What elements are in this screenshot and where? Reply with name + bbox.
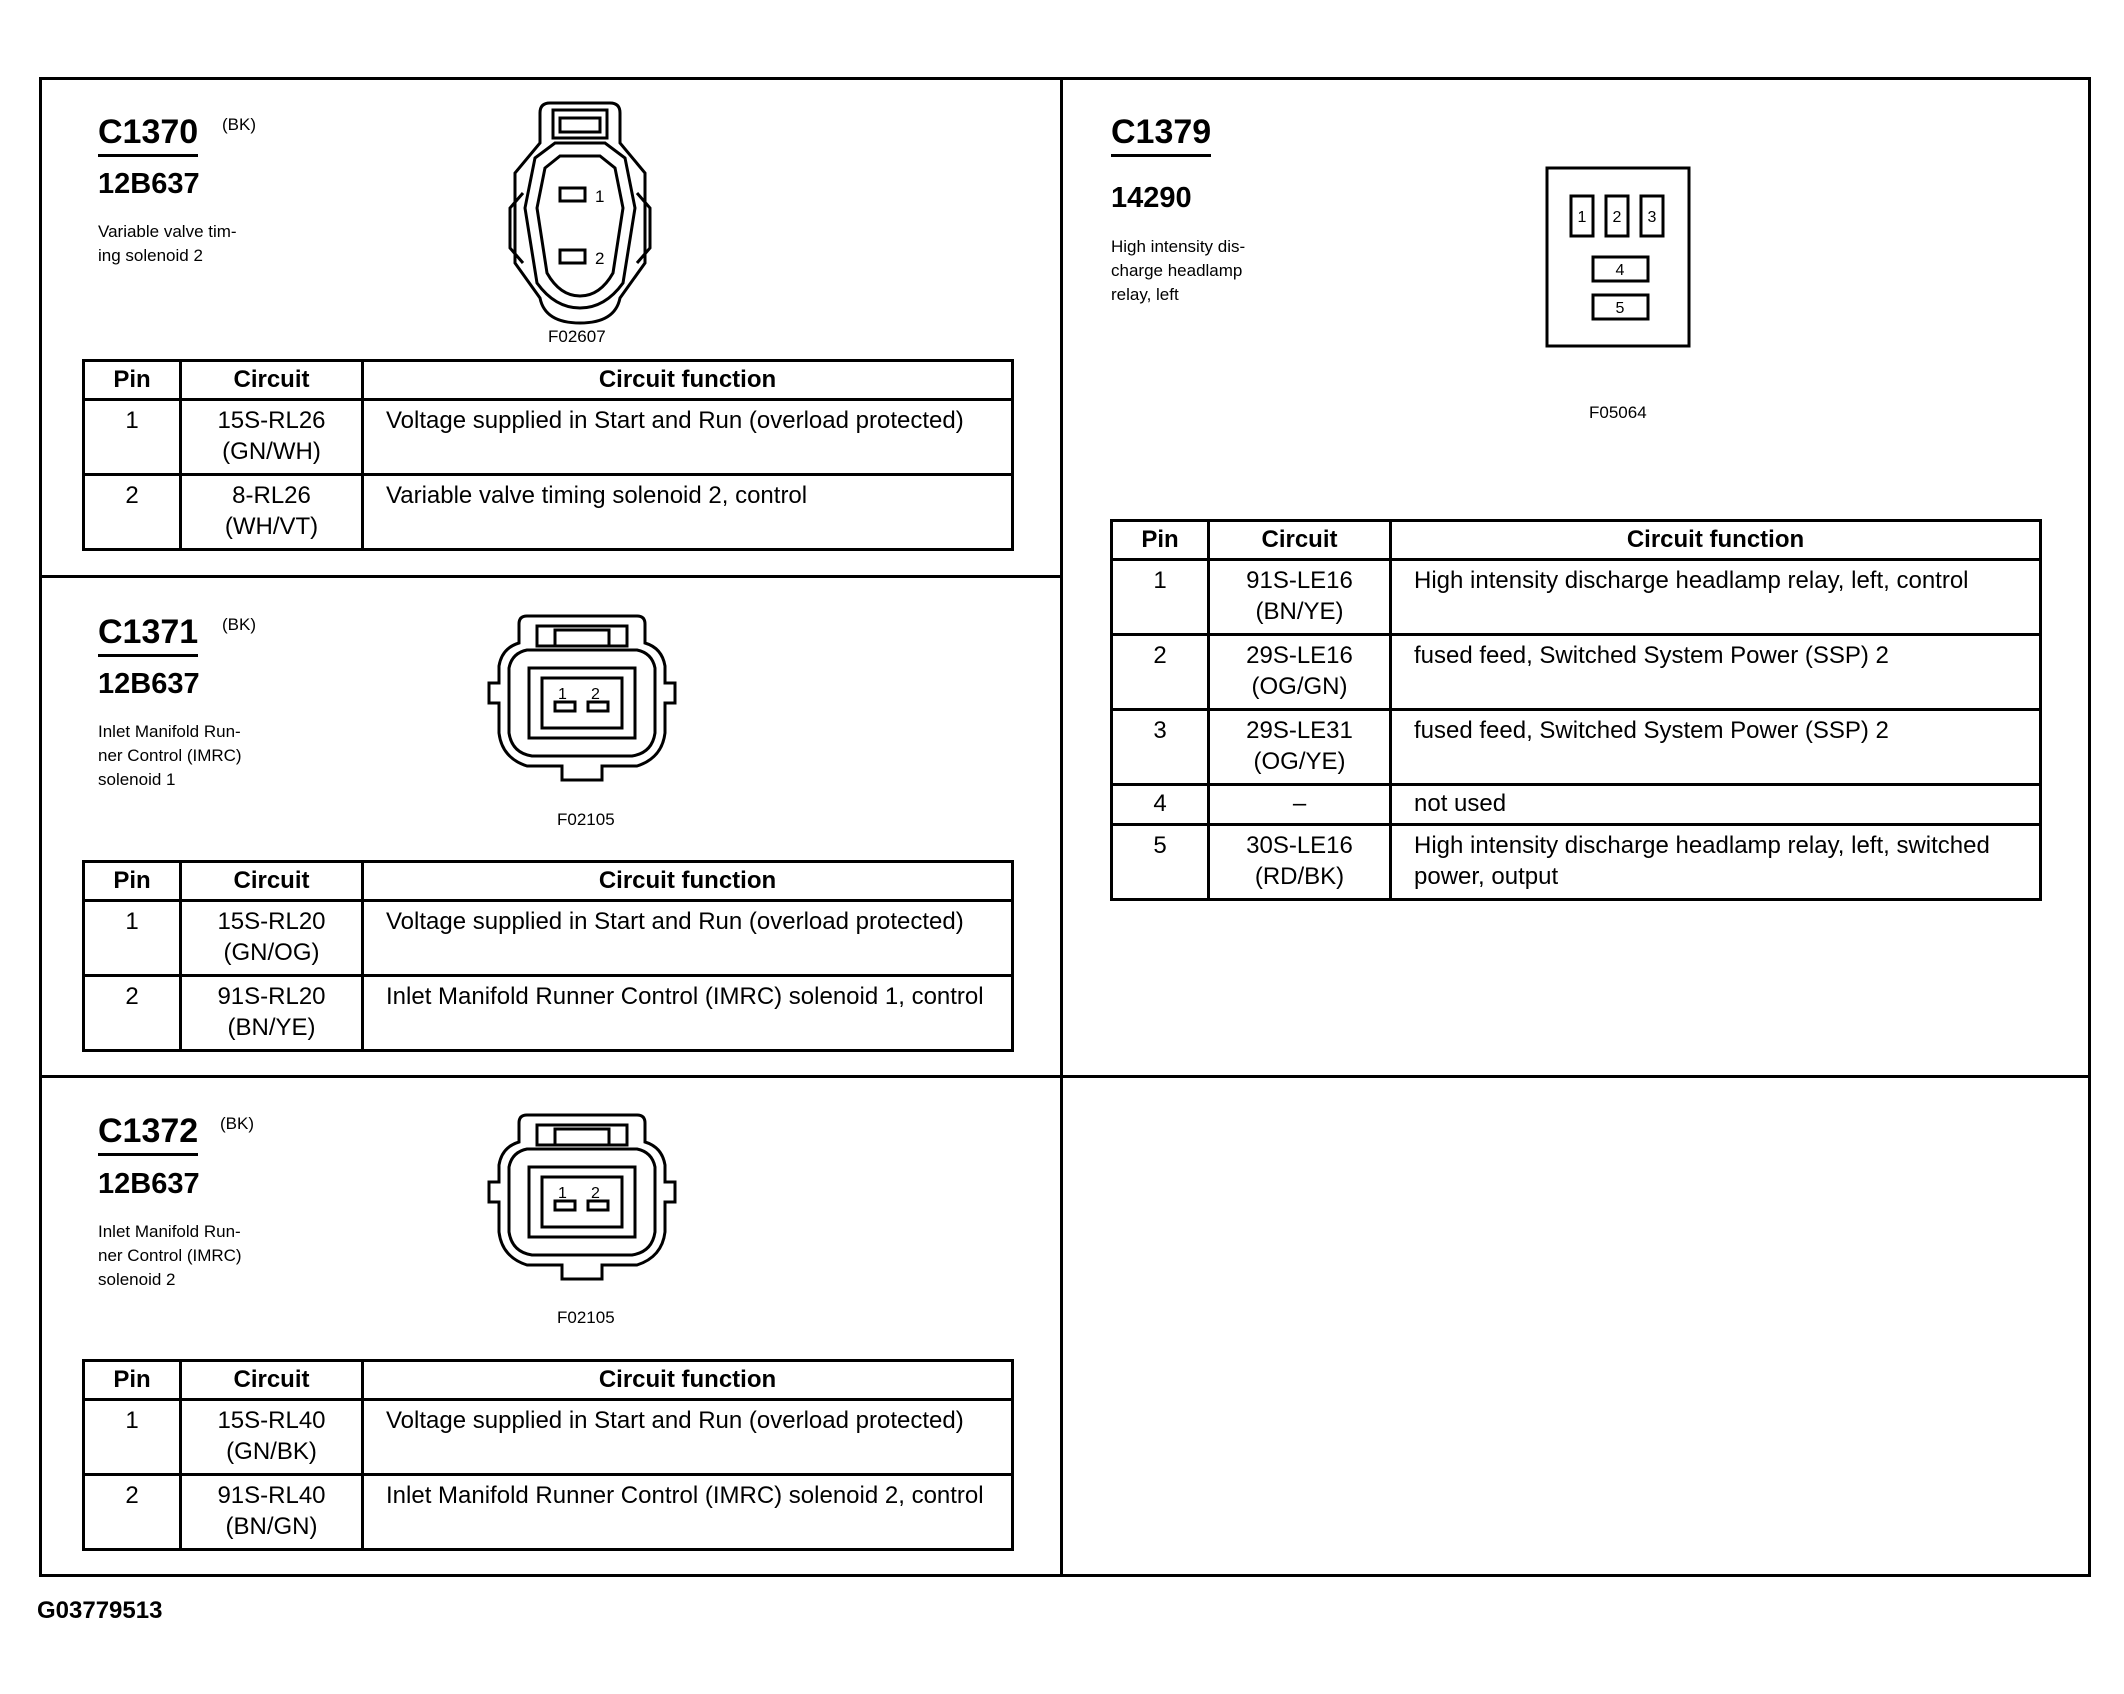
circuit-function: Voltage supplied in Start and Run (overload protected) [363,901,1013,976]
connector-id: C1379 [1111,112,1211,157]
header-pin: Pin [1112,521,1209,560]
connector-description: Variable valve tim- ing solenoid 2 [98,222,237,265]
pin-number: 1 [84,901,181,976]
circuit-code: 91S-RL20 (BN/YE) [181,976,363,1051]
pin-table [82,1359,1014,1551]
table-row [84,1400,1013,1475]
table-header-row [84,862,1013,901]
pin-number: 1 [1112,560,1209,635]
table-header-row [84,361,1013,400]
part-number: 12B637 [98,1168,200,1200]
table-row [84,400,1013,475]
horizontal-divider-2 [39,1075,2091,1078]
table-row [1112,825,2041,900]
table-row [1112,785,2041,825]
circuit-function: Voltage supplied in Start and Run (overload protected) [363,400,1013,475]
connector-description: Inlet Manifold Run- ner Control (IMRC) solenoid 2 [98,1222,242,1289]
vertical-divider [1060,77,1063,1577]
pin-label: 1 [595,187,605,206]
header-function: Circuit function [363,361,1013,400]
pin-label: 2 [591,686,600,703]
circuit-function: Voltage supplied in Start and Run (overload protected) [363,1400,1013,1475]
connector-description: Inlet Manifold Run- ner Control (IMRC) solenoid 1 [98,722,242,789]
figure-number: F02105 [557,810,615,829]
pin-number: 1 [84,400,181,475]
figure-number: F02105 [557,1308,615,1327]
circuit-function: fused feed, Switched System Power (SSP) 2 [1391,635,2041,710]
circuit-function: fused feed, Switched System Power (SSP) 2 [1391,710,2041,785]
pin-number: 3 [1112,710,1209,785]
connector-color: (BK) [222,115,256,134]
pin-label: 2 [1612,209,1622,226]
pin-label: 4 [1615,262,1625,279]
table-row [1112,710,2041,785]
pin-table [1110,519,2042,901]
figure-number: F02607 [548,327,606,346]
part-number: 12B637 [98,668,200,700]
pin-number: 2 [1112,635,1209,710]
circuit-code: 8-RL26 (WH/VT) [181,475,363,550]
pin-label: 2 [595,249,605,268]
pin-number: 2 [84,1475,181,1550]
pin-number: 2 [84,475,181,550]
part-number: 12B637 [98,168,200,200]
connector-id: C1370 [98,112,198,157]
table-row [84,901,1013,976]
table-row [1112,560,2041,635]
circuit-code: 15S-RL26 (GN/WH) [181,400,363,475]
connector-diagram-c1379 [1545,166,1691,348]
circuit-function: High intensity discharge headlamp relay, left, switched power, output [1391,825,2041,900]
horizontal-divider-1 [39,575,1063,578]
header-pin: Pin [84,361,181,400]
circuit-code: 15S-RL20 (GN/OG) [181,901,363,976]
circuit-function: Inlet Manifold Runner Control (IMRC) solenoid 2, control [363,1475,1013,1550]
header-pin: Pin [84,1361,181,1400]
pin-label: 1 [558,686,567,703]
table-row [84,976,1013,1051]
pin-number: 4 [1112,785,1209,825]
header-circuit: Circuit [181,862,363,901]
circuit-code: 91S-LE16 (BN/YE) [1209,560,1391,635]
pin-number: 2 [84,976,181,1051]
header-circuit: Circuit [181,361,363,400]
pin-number: 5 [1112,825,1209,900]
pin-label: 5 [1615,300,1625,317]
circuit-code: 15S-RL40 (GN/BK) [181,1400,363,1475]
table-header-row [1112,521,2041,560]
pin-number: 1 [84,1400,181,1475]
pin-label: 3 [1647,209,1657,226]
connector-diagram-c1372 [487,1107,677,1287]
table-row [84,475,1013,550]
header-pin: Pin [84,862,181,901]
pin-table [82,860,1014,1052]
circuit-code: 30S-LE16 (RD/BK) [1209,825,1391,900]
header-function: Circuit function [1391,521,2041,560]
drawing-id: G03779513 [37,1597,163,1624]
circuit-function: High intensity discharge headlamp relay, left, control [1391,560,2041,635]
header-circuit: Circuit [181,1361,363,1400]
circuit-function: Inlet Manifold Runner Control (IMRC) solenoid 1, control [363,976,1013,1051]
table-row [84,1475,1013,1550]
pin-label: 1 [558,1185,567,1202]
connector-color: (BK) [222,615,256,634]
connector-id: C1372 [98,1111,198,1156]
header-function: Circuit function [363,1361,1013,1400]
connector-diagram-c1371 [487,608,677,788]
circuit-code: 29S-LE31 (OG/YE) [1209,710,1391,785]
table-row [1112,635,2041,710]
circuit-function: Variable valve timing solenoid 2, control [363,475,1013,550]
header-circuit: Circuit [1209,521,1391,560]
pin-label: 1 [1577,209,1587,226]
header-function: Circuit function [363,862,1013,901]
pin-table [82,359,1014,551]
connector-color: (BK) [220,1114,254,1133]
circuit-code: – [1209,785,1391,825]
connector-diagram-c1370 [505,98,655,330]
circuit-code: 29S-LE16 (OG/GN) [1209,635,1391,710]
figure-number: F05064 [1589,403,1647,422]
pin-label: 2 [591,1185,600,1202]
circuit-code: 91S-RL40 (BN/GN) [181,1475,363,1550]
connector-description: High intensity dis- charge headlamp relay, left [1111,237,1246,304]
table-header-row [84,1361,1013,1400]
circuit-function: not used [1391,785,2041,825]
connector-id: C1371 [98,612,198,657]
part-number: 14290 [1111,182,1192,214]
